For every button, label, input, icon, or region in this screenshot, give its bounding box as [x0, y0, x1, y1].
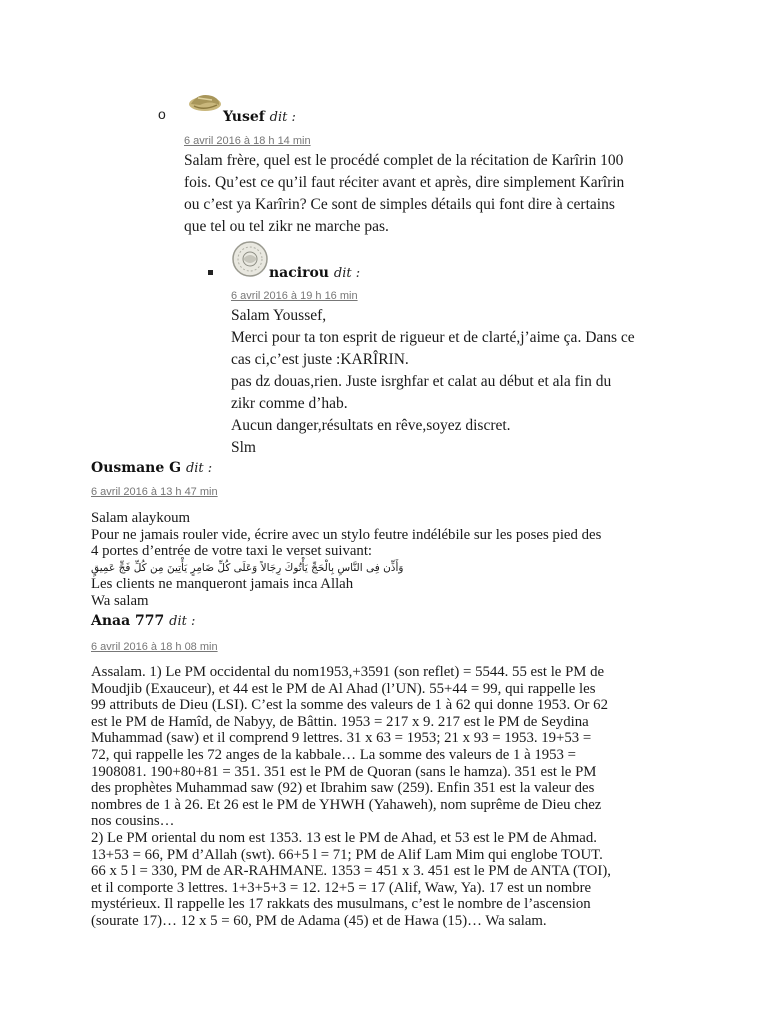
comment-text-line: (sourate 17)… 12 x 5 = 60, PM de Adama (45) et de Hawa (15)… Wa salam.: [91, 912, 547, 929]
comment-date-link[interactable]: 6 avril 2016 à 18 h 08 min: [91, 641, 218, 653]
comment-text-line: Salam frère, quel est le procédé complet de la récitation de Karîrin 100: [184, 152, 624, 169]
comment-text-line: cas ci,c’est juste :KARÎRIN.: [231, 351, 409, 368]
comment-text-line: Pour ne jamais rouler vide, écrire avec un stylo feutre indélébile sur les poses pied des: [91, 526, 602, 543]
comment-text-line: 1908081. 190+80+81 = 351. 351 est le PM de Quoran (sans le hamza). 351 est le PM: [91, 763, 597, 780]
author-name[interactable]: Yusef: [223, 109, 265, 125]
comment-text-line: Moudjib (Exauceur), et 44 est le PM de Al Ahad (l’UN). 55+44 = 99, qui rappelle les: [91, 680, 596, 697]
comment-text-line: que tel ou tel zikr ne marche pas.: [184, 218, 389, 235]
comment-text-line: est le PM de Hamîd, de Nabyy, de Bâttin. 1953 = 217 x 9. 217 est le PM de Seydina: [91, 713, 589, 730]
comment-text-line: Salam alaykoum: [91, 510, 191, 526]
nacirou-avatar: [231, 240, 269, 278]
comment-body: [184, 150, 664, 238]
author-name[interactable]: Anaa 777: [91, 613, 165, 629]
comment-date-link[interactable]: 6 avril 2016 à 18 h 14 min: [184, 135, 311, 147]
arabic-verse: وَأَذِّن فِى النَّاسِ بِالْحَجِّ يَأْتُوكَ رِجَالاً وَعَلَى كُلِّ ضَامِرٍ يَأْتِينَ مِن كُلِّ فَجٍّ عَمِيقٍ: [91, 561, 404, 574]
comment-text-line: nos cousins…: [91, 813, 175, 830]
comment-text-line: 66 x 5 l = 330, PM de AR-RAHMANE. 1353 = 451 x 3. 451 est le PM de ANTA (TOI),: [91, 863, 611, 880]
comment-text-line: fois. Qu’est ce qu’il faut réciter avant et après, dire simplement Karîrin: [184, 174, 625, 191]
comment-text-line: Aucun danger,résultats en rêve,soyez discret.: [231, 417, 511, 434]
author-name[interactable]: Ousmane G: [91, 460, 182, 476]
comment-text-line: 99 attributs de Dieu (LSI). C’est la somme des valeurs de 1 à 62 qui donne 1953. Or 62: [91, 697, 608, 714]
comment-text-line: 72, qui rappelle les 72 anges de la kabbale… La somme des valeurs de 1 à 1953 =: [91, 746, 576, 763]
comment-text-line: ou c’est ya Karîrin? Ce sont de simples détails qui font dire à certains: [184, 196, 615, 213]
comment-body: [91, 664, 691, 930]
comment-text-line: Wa salam: [91, 592, 149, 609]
comment-text-line: Muhammad (saw) et il comprend 9 lettres. 31 x 63 = 1953; 21 x 93 = 1953. 19+53 =: [91, 730, 592, 747]
yusef-avatar: [186, 88, 224, 116]
says-label: dit :: [169, 614, 196, 629]
comment-text-line: et il comporte 3 lettres. 1+3+5+3 = 12. 12+5 = 17 (Alif, Waw, Ya). 17 est un nombre: [91, 879, 592, 896]
says-label: dit :: [185, 461, 213, 476]
says-label: dit :: [269, 110, 296, 125]
comment-text-line: Assalam. 1) Le PM occidental du nom1953,+3591 (son reflet) = 5544. 55 est le PM de: [91, 664, 605, 680]
comment-date-link[interactable]: 6 avril 2016 à 13 h 47 min: [91, 486, 218, 498]
comment-author: [269, 265, 360, 281]
comment-text-line: pas dz douas,rien. Juste isrghfar et calat au début et ala fin du: [231, 373, 612, 390]
comment-author: [91, 613, 195, 629]
comment-text-line: Slm: [231, 439, 256, 456]
comment-body: [91, 510, 691, 610]
comment-text-line: 2) Le PM oriental du nom est 1353. 13 est le PM de Ahad, et 53 est le PM de Ahmad.: [91, 829, 597, 846]
list-bullet: [208, 270, 213, 275]
comment-text-line: 4 portes d’entrée de votre taxi le verset suivant:: [91, 543, 373, 560]
comment-date-link[interactable]: 6 avril 2016 à 19 h 16 min: [231, 290, 358, 302]
comment-text-line: zikr comme d’hab.: [231, 395, 348, 412]
comment-text-line: des prophètes Muhammad saw (92) et Ibrahim saw (259). Enfin 351 est la valeur des: [91, 780, 595, 797]
comment-text-line: Merci pour ta ton esprit de rigueur et de clarté,j’aime ça. Dans ce: [231, 329, 635, 346]
comment-text-line: Salam Youssef,: [231, 307, 327, 324]
says-label: dit :: [333, 266, 361, 281]
author-name[interactable]: nacirou: [269, 265, 329, 281]
comment-text-line: nombres de 1 à 26. Et 26 est le PM de YHWH (Yahaweh), nom suprême de Dieu chez: [91, 796, 602, 813]
comment-text-line: Les clients ne manqueront jamais inca Allah: [91, 576, 354, 593]
comment-author: [91, 460, 212, 476]
comment-body: [231, 305, 671, 459]
list-bullet: o: [158, 106, 166, 122]
comment-text-line: mystérieux. Il rappelle les 17 rakkats des musulmans, c’est le nombre de l’ascension: [91, 896, 591, 913]
comment-text-line: 13+53 = 66, PM d’Allah (swt). 66+5 l = 71; PM de Alif Lam Mim qui englobe TOUT.: [91, 846, 603, 863]
comment-author: [223, 109, 296, 125]
